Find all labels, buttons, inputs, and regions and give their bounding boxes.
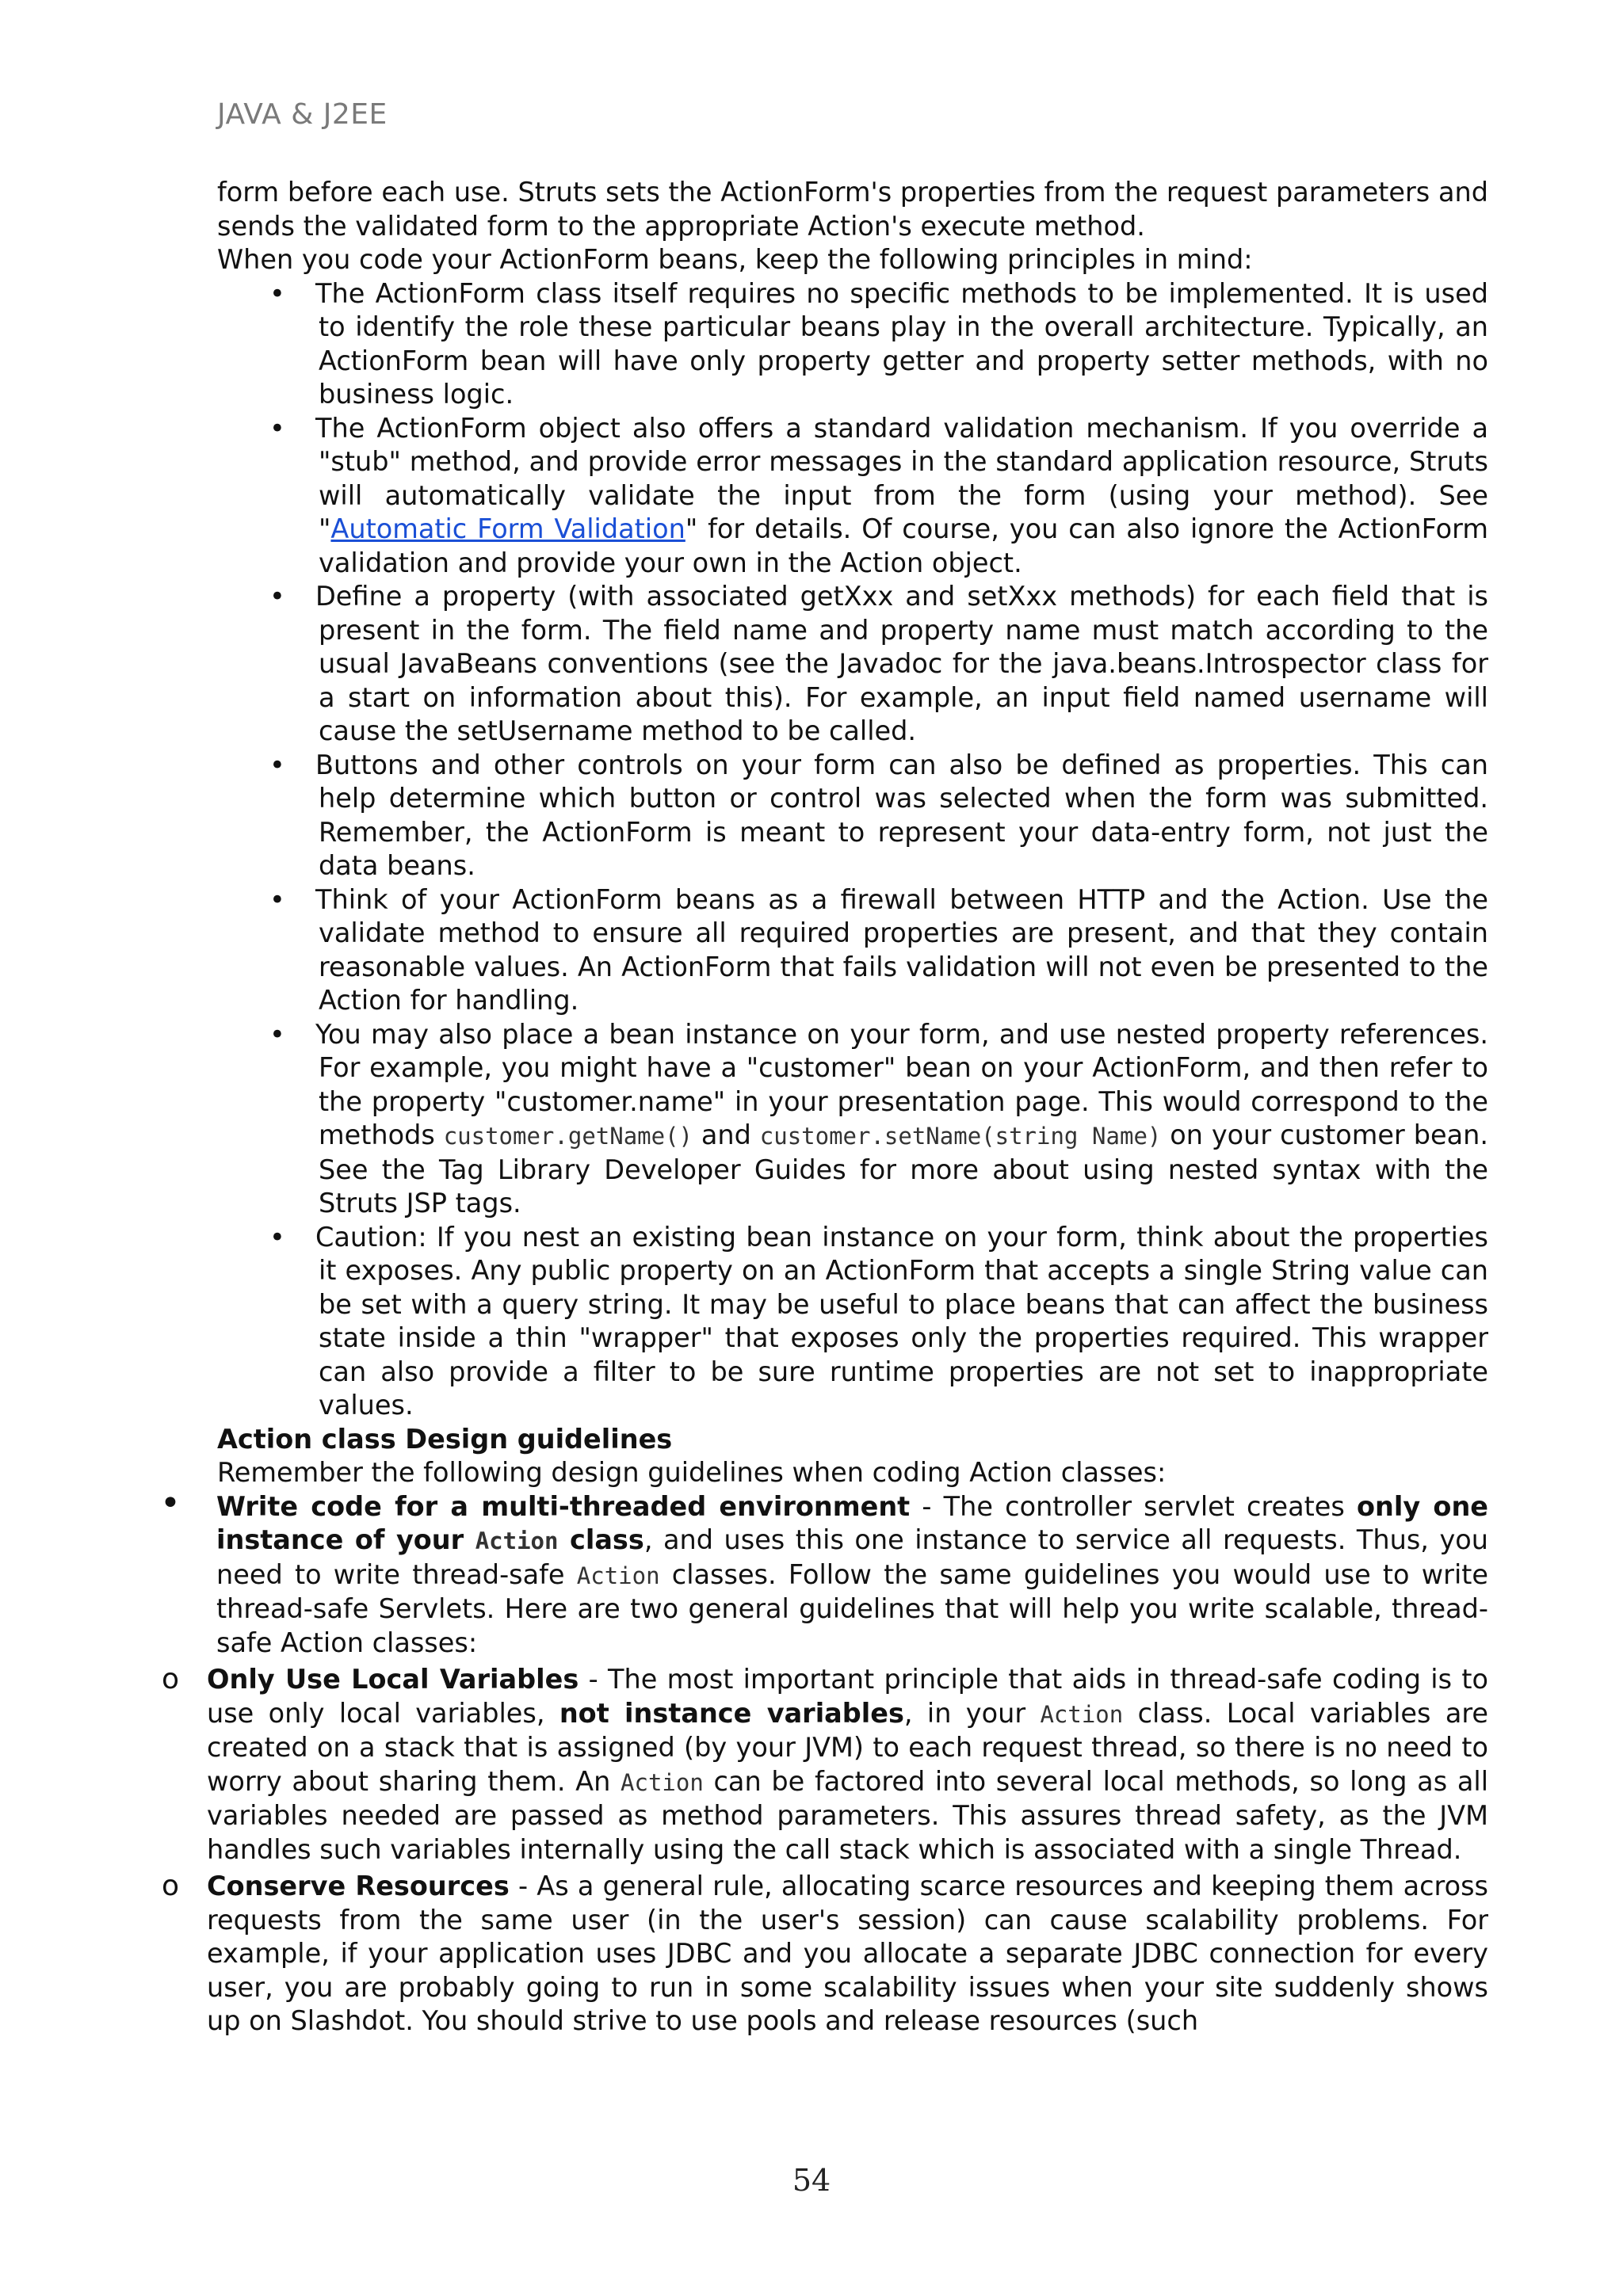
text-run: - The most important principle that aids in thread-safe coding is to use only local variables, — [207, 1664, 1488, 1729]
bullet-icon: • — [269, 277, 285, 309]
bullet-icon: • — [269, 883, 285, 915]
bullet-icon: • — [269, 1018, 285, 1050]
code-snippet: customer.setName(string Name) — [759, 1123, 1162, 1150]
text-run: You may also place a bean instance on your form, and use nested property references. For example, you might have a "customer" bean on your ActionForm, and then refer to the property "customer.name" in your presentation page. This would correspond to the methods — [315, 1018, 1488, 1150]
list-item-text: Define a property (with associated getXxx and setXxx methods) for each field that is present in the form. The field name and property name must match according to the usual JavaBeans conventions (see the Javadoc for the java.beans.Introspector class for a start on information about this). For example, an input field named username will cause the setUsername method to be called. — [315, 581, 1488, 746]
bold-run: not instance variables — [559, 1697, 904, 1729]
bullet-icon: • — [269, 412, 285, 444]
bullet-icon: • — [269, 749, 285, 780]
actionform-principles-list — [217, 277, 1488, 1423]
list-item — [217, 277, 1488, 412]
text-run: classes. Follow the same guidelines you would use to write thread-safe Servlets. Here are two general guidelines that will help you write scalable, thread-safe Action classes: — [216, 1558, 1488, 1658]
list-item — [217, 749, 1488, 883]
running-header: JAVA & J2EE — [217, 98, 388, 131]
guideline-subitem — [158, 1663, 1488, 1867]
bullet-icon: • — [269, 581, 285, 612]
text-run: The ActionForm object also offers a standard validation mechanism. If you override a "stub" method, and provide error messages in the standard application resource, Struts will automatically validate the input from the form (using your method). See " — [315, 412, 1488, 544]
circle-bullet-icon: o — [162, 1663, 180, 1695]
automatic-form-validation-link[interactable]: Automatic Form Validation — [330, 513, 685, 544]
text-run: , in your — [903, 1697, 1041, 1729]
text-run: - The controller servlet creates — [910, 1490, 1358, 1522]
code-snippet: Action — [576, 1562, 660, 1589]
text-run: " for details. Of course, you can also ignore the ActionForm validation and provide your own in the Action object. — [319, 513, 1488, 578]
text-run: can be factored into several local methods, so long as all variables needed are passed as method parameters. This assures thread safety, as the JVM handles such variables internally using the call stack which is associated with a single Thread. — [207, 1765, 1489, 1865]
list-item-text: Think of your ActionForm beans as a firewall between HTTP and the Action. Use the validate method to ensure all required properties are present, and that they contain reasonable values. An ActionForm that fails validation will not even be presented to the Action for handling. — [315, 883, 1488, 1016]
bold-run: class — [558, 1524, 644, 1555]
action-guidelines-list — [158, 1482, 1489, 2039]
bold-run: Only Use Local Variables — [207, 1664, 579, 1695]
code-snippet: Action — [475, 1527, 559, 1554]
text-run: and — [693, 1119, 760, 1150]
guideline-subitem — [158, 1870, 1488, 2039]
bold-run: Write code for a multi-threaded environment — [216, 1490, 911, 1522]
bold-run: only one instance of your — [216, 1490, 1489, 1555]
text-run: , and uses this one instance to service all requests. Thus, you need to write thread-safe — [216, 1524, 1488, 1590]
list-item — [217, 883, 1488, 1018]
text-run: class. Local variables are created on a stack that is assigned (by your JVM) to each request thread, so there is no need to worry about sharing them. An — [207, 1697, 1489, 1797]
list-item-text — [315, 1018, 1488, 1221]
bullet-icon: • — [160, 1482, 181, 1524]
list-item-text: Buttons and other controls on your form can also be defined as properties. This can help determine which button or control was selected when the form was submitted. Remember, the ActionForm is meant to represent your data-entry form, not just the data beans. — [315, 749, 1488, 881]
list-item — [217, 580, 1488, 749]
list-item-text: The ActionForm class itself requires no specific methods to be implemented. It is used to identify the role these particular beans play in the overall architecture. Typically, an ActionForm bean will have only property getter and property setter methods, with no business logic. — [315, 277, 1488, 410]
section-heading: Action class Design guidelines — [217, 1423, 673, 1455]
code-snippet: Action — [1040, 1700, 1124, 1728]
bold-run: Conserve Resources — [207, 1871, 510, 1901]
page-number: 54 — [792, 2163, 831, 2198]
guideline-item — [158, 1482, 1489, 1661]
bullet-icon: • — [269, 1221, 285, 1253]
list-item — [217, 1018, 1488, 1221]
list-item-text — [315, 412, 1488, 581]
intro-paragraph: form before each use. Struts sets the ActionForm's properties from the request parameters and sends the validated form to the appropriate Action's execute method. — [217, 177, 1488, 242]
text-run: on your customer bean. See the Tag Library Developer Guides for more about using nested syntax with the Struts JSP tags. — [319, 1119, 1488, 1219]
code-snippet: customer.getName() — [443, 1123, 693, 1150]
circle-bullet-icon: o — [162, 1870, 180, 1902]
intro-lead-in: When you code your ActionForm beans, keep the following principles in mind: — [217, 244, 1253, 275]
list-item — [217, 1221, 1488, 1423]
code-snippet: Action — [621, 1768, 704, 1796]
list-item-text: Caution: If you nest an existing bean instance on your form, think about the properties it exposes. Any public property on an ActionForm that accepts a single String value can be set with a query string. It may be useful to place beans that can affect the business state inside a thin "wrapper" that exposes only the properties required. This wrapper can also provide a filter to be sure runtime properties are not set to inappropriate values. — [315, 1221, 1488, 1421]
text-run: - As a general rule, allocating scarce resources and keeping them across requests from the same user (in the user's session) can cause scalability problems. For example, if your application uses JDBC and you allocate a separate JDBC connection for every user, you are probably going to run in some scalability issues when your site suddenly shows up on Slashdot. You should strive to use pools and release resources (such — [207, 1871, 1488, 2036]
page-body — [160, 176, 1489, 2039]
section-intro: Remember the following design guidelines when coding Action classes: — [217, 1457, 1167, 1488]
list-item — [217, 412, 1488, 581]
